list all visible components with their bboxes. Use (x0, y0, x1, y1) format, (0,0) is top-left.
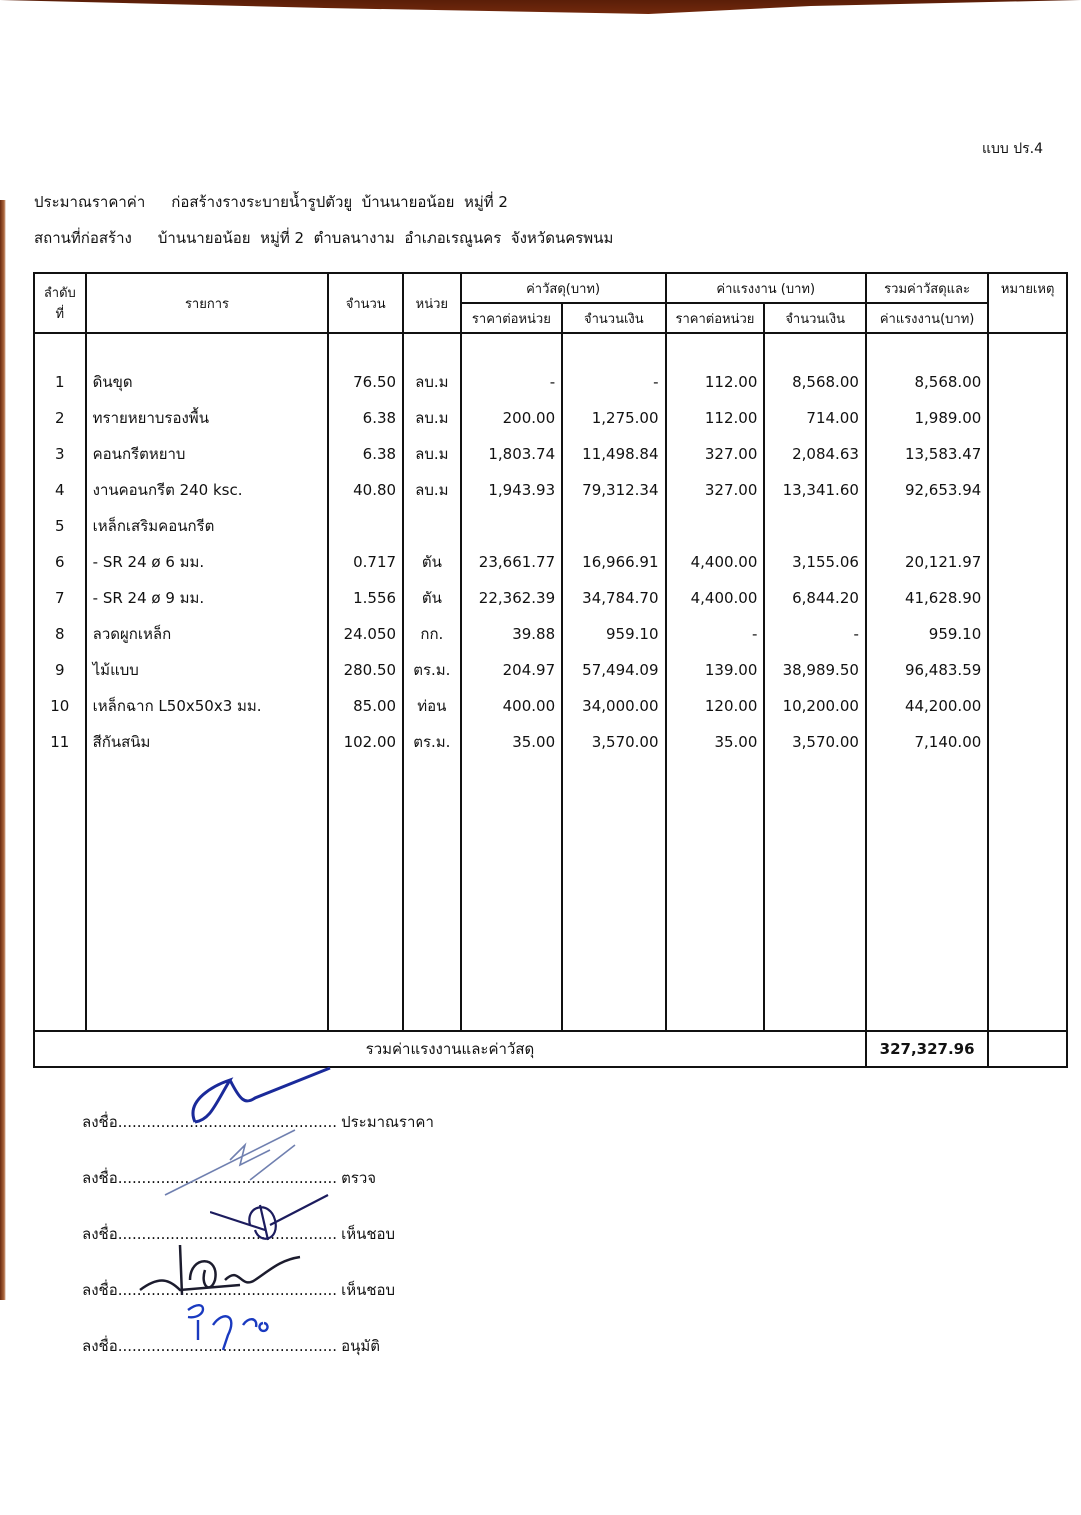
row-material-amount: 1,275.00 (562, 400, 665, 436)
signature-prefix: ลงชื่อ (82, 1113, 118, 1131)
blank-cell (328, 760, 403, 1031)
row-material-unit-price: 22,362.39 (461, 580, 563, 616)
row-item: งานคอนกรีต 240 ksc. (86, 472, 329, 508)
row-item: ไม้แบบ (86, 652, 329, 688)
row-total: 96,483.59 (866, 652, 988, 688)
desk-edge-top (0, 0, 1081, 30)
row-labor-amount: - (764, 616, 866, 652)
table-row (34, 436, 1067, 472)
row-quantity: 102.00 (328, 724, 403, 760)
header-material-amount: จำนวนเงิน (562, 303, 665, 333)
signature-line (82, 1110, 434, 1166)
table-row (34, 400, 1067, 436)
row-material-unit-price: 200.00 (461, 400, 563, 436)
row-labor-unit-price (666, 508, 765, 544)
estimate-label: ประมาณราคาค่า (34, 193, 146, 211)
row-seq: 1 (34, 364, 86, 400)
row-labor-amount: 3,570.00 (764, 724, 866, 760)
signature-prefix: ลงชื่อ (82, 1337, 118, 1355)
spacer-row (34, 333, 1067, 364)
row-labor-unit-price: - (666, 616, 765, 652)
row-labor-unit-price: 112.00 (666, 364, 765, 400)
table-row (34, 508, 1067, 544)
row-unit: ลบ.ม (403, 400, 461, 436)
row-unit: ตร.ม. (403, 724, 461, 760)
row-unit: ท่อน (403, 688, 461, 724)
row-labor-unit-price: 4,400.00 (666, 580, 765, 616)
row-quantity: 1.556 (328, 580, 403, 616)
row-material-amount: 34,784.70 (562, 580, 665, 616)
signature-prefix: ลงชื่อ (82, 1225, 118, 1243)
location-label: สถานที่ก่อสร้าง (34, 229, 132, 247)
row-remarks (988, 580, 1067, 616)
signature-line (82, 1334, 434, 1390)
row-quantity: 6.38 (328, 400, 403, 436)
row-item: เหล็กฉาก L50x50x3 มม. (86, 688, 329, 724)
row-seq: 4 (34, 472, 86, 508)
row-unit: ตร.ม. (403, 652, 461, 688)
header-remarks: หมายเหตุ (988, 273, 1067, 333)
row-seq: 11 (34, 724, 86, 760)
row-item: ลวดผูกเหล็ก (86, 616, 329, 652)
row-labor-amount: 38,989.50 (764, 652, 866, 688)
grand-total-remarks (988, 1031, 1067, 1067)
table-row (34, 616, 1067, 652)
row-quantity: 76.50 (328, 364, 403, 400)
row-remarks (988, 472, 1067, 508)
row-labor-unit-price: 4,400.00 (666, 544, 765, 580)
row-quantity: 280.50 (328, 652, 403, 688)
row-seq: 7 (34, 580, 86, 616)
cost-estimate-table (33, 272, 1068, 1068)
row-material-amount: 16,966.91 (562, 544, 665, 580)
row-material-amount: 34,000.00 (562, 688, 665, 724)
row-material-amount (562, 508, 665, 544)
row-total: 41,628.90 (866, 580, 988, 616)
header-seq-line1: ลำดับ (43, 286, 76, 301)
row-material-unit-price: 35.00 (461, 724, 563, 760)
blank-cell (34, 760, 86, 1031)
grand-total-value: 327,327.96 (866, 1031, 988, 1067)
row-material-amount: 79,312.34 (562, 472, 665, 508)
row-material-unit-price: 39.88 (461, 616, 563, 652)
signature-role: อนุมัติ (341, 1337, 380, 1355)
row-material-unit-price (461, 508, 563, 544)
signature-dots: .............................................. (117, 1337, 338, 1355)
row-material-unit-price: 204.97 (461, 652, 563, 688)
row-total: 8,568.00 (866, 364, 988, 400)
row-labor-amount: 2,084.63 (764, 436, 866, 472)
row-labor-amount: 714.00 (764, 400, 866, 436)
row-unit: ตัน (403, 580, 461, 616)
row-material-unit-price: 23,661.77 (461, 544, 563, 580)
table-row (34, 580, 1067, 616)
blank-cell (461, 760, 563, 1031)
table-row (34, 724, 1067, 760)
form-code: แบบ ปร.4 (981, 141, 1043, 157)
row-unit: ลบ.ม (403, 436, 461, 472)
row-remarks (988, 436, 1067, 472)
row-unit (403, 508, 461, 544)
blank-cell (562, 760, 665, 1031)
row-labor-unit-price: 35.00 (666, 724, 765, 760)
row-material-unit-price: - (461, 364, 563, 400)
row-seq: 8 (34, 616, 86, 652)
row-total: 13,583.47 (866, 436, 988, 472)
header-seq-line2: ที่ (55, 307, 65, 322)
row-quantity: 40.80 (328, 472, 403, 508)
row-item: คอนกรีตหยาบ (86, 436, 329, 472)
header-total-line1: รวมค่าวัสดุและ (866, 273, 988, 303)
row-remarks (988, 724, 1067, 760)
row-total: 20,121.97 (866, 544, 988, 580)
row-material-amount: 57,494.09 (562, 652, 665, 688)
row-seq: 5 (34, 508, 86, 544)
row-item: ดินขุด (86, 364, 329, 400)
row-remarks (988, 544, 1067, 580)
row-labor-amount (764, 508, 866, 544)
signature-dots: .............................................. (117, 1225, 338, 1243)
row-labor-unit-price: 327.00 (666, 472, 765, 508)
header-labor-group: ค่าแรงงาน (บาท) (666, 273, 866, 303)
row-remarks (988, 652, 1067, 688)
row-material-amount: 3,570.00 (562, 724, 665, 760)
row-labor-unit-price: 139.00 (666, 652, 765, 688)
header-total-line2: ค่าแรงงาน(บาท) (866, 303, 988, 333)
row-total (866, 508, 988, 544)
row-remarks (988, 508, 1067, 544)
row-material-amount: - (562, 364, 665, 400)
signature-role: ตรวจ (341, 1169, 377, 1187)
row-remarks (988, 400, 1067, 436)
row-total: 92,653.94 (866, 472, 988, 508)
blank-cell (764, 760, 866, 1031)
table-row (34, 364, 1067, 400)
blank-cell (403, 760, 461, 1031)
estimate-title (34, 190, 524, 214)
project-name: ก่อสร้างรางระบายน้ำรูปตัวยู บ้านนายอน้อย หมู่ที่ 2 (171, 193, 508, 211)
row-remarks (988, 364, 1067, 400)
signature-dots: .............................................. (117, 1113, 338, 1131)
row-remarks (988, 688, 1067, 724)
row-labor-amount: 6,844.20 (764, 580, 866, 616)
row-labor-amount: 3,155.06 (764, 544, 866, 580)
blank-filler-row (34, 760, 1067, 1031)
row-quantity: 6.38 (328, 436, 403, 472)
row-unit: ตัน (403, 544, 461, 580)
row-unit: ลบ.ม (403, 472, 461, 508)
header-unit: หน่วย (403, 273, 461, 333)
row-material-unit-price: 1,943.93 (461, 472, 563, 508)
row-seq: 6 (34, 544, 86, 580)
row-item: ทรายหยาบรองพื้น (86, 400, 329, 436)
signature-line (82, 1278, 434, 1334)
row-material-amount: 959.10 (562, 616, 665, 652)
table-row (34, 652, 1067, 688)
row-total: 959.10 (866, 616, 988, 652)
row-material-amount: 11,498.84 (562, 436, 665, 472)
blank-cell (666, 760, 765, 1031)
header-seq (34, 273, 86, 333)
row-labor-amount: 10,200.00 (764, 688, 866, 724)
row-item: สีกันสนิม (86, 724, 329, 760)
location-value: บ้านนายอน้อย หมู่ที่ 2 ตำบลนางาม อำเภอเรณูนคร จังหวัดนครพนม (157, 229, 614, 247)
row-seq: 3 (34, 436, 86, 472)
row-item: เหล็กเสริมคอนกรีต (86, 508, 329, 544)
row-remarks (988, 616, 1067, 652)
row-material-unit-price: 1,803.74 (461, 436, 563, 472)
row-quantity: 24.050 (328, 616, 403, 652)
signature-line (82, 1166, 434, 1222)
row-item: - SR 24 ø 9 มม. (86, 580, 329, 616)
row-seq: 9 (34, 652, 86, 688)
row-total: 7,140.00 (866, 724, 988, 760)
blank-cell (988, 760, 1067, 1031)
row-unit: กก. (403, 616, 461, 652)
signature-line (82, 1222, 434, 1278)
row-seq: 2 (34, 400, 86, 436)
signature-prefix: ลงชื่อ (82, 1169, 118, 1187)
desk-edge-left (0, 200, 6, 1300)
grand-total-label: รวมค่าแรงงานและค่าวัสดุ (34, 1031, 866, 1067)
row-quantity: 0.717 (328, 544, 403, 580)
header-labor-unit-price: ราคาต่อหน่วย (666, 303, 765, 333)
blank-cell (866, 760, 988, 1031)
row-total: 44,200.00 (866, 688, 988, 724)
header-item: รายการ (86, 273, 329, 333)
table-row (34, 544, 1067, 580)
row-material-unit-price: 400.00 (461, 688, 563, 724)
signature-role: เห็นชอบ (341, 1225, 396, 1243)
signature-block (82, 1110, 434, 1390)
header-quantity: จำนวน (328, 273, 403, 333)
header-material-unit-price: ราคาต่อหน่วย (461, 303, 563, 333)
row-labor-amount: 13,341.60 (764, 472, 866, 508)
table-row (34, 472, 1067, 508)
row-labor-unit-price: 327.00 (666, 436, 765, 472)
row-labor-amount: 8,568.00 (764, 364, 866, 400)
row-item: - SR 24 ø 6 มม. (86, 544, 329, 580)
signature-prefix: ลงชื่อ (82, 1281, 118, 1299)
signature-role: ประมาณราคา (341, 1113, 434, 1131)
signature-role: เห็นชอบ (341, 1281, 396, 1299)
header-material-group: ค่าวัสดุ(บาท) (461, 273, 666, 303)
row-quantity (328, 508, 403, 544)
row-quantity: 85.00 (328, 688, 403, 724)
blank-cell (86, 760, 329, 1031)
row-labor-unit-price: 112.00 (666, 400, 765, 436)
row-seq: 10 (34, 688, 86, 724)
table-row (34, 688, 1067, 724)
location-line (34, 226, 629, 250)
row-unit: ลบ.ม (403, 364, 461, 400)
row-total: 1,989.00 (866, 400, 988, 436)
row-labor-unit-price: 120.00 (666, 688, 765, 724)
signature-dots: .............................................. (117, 1281, 338, 1299)
header-labor-amount: จำนวนเงิน (764, 303, 866, 333)
signature-dots: .............................................. (117, 1169, 338, 1187)
grand-total-row (34, 1031, 1067, 1067)
